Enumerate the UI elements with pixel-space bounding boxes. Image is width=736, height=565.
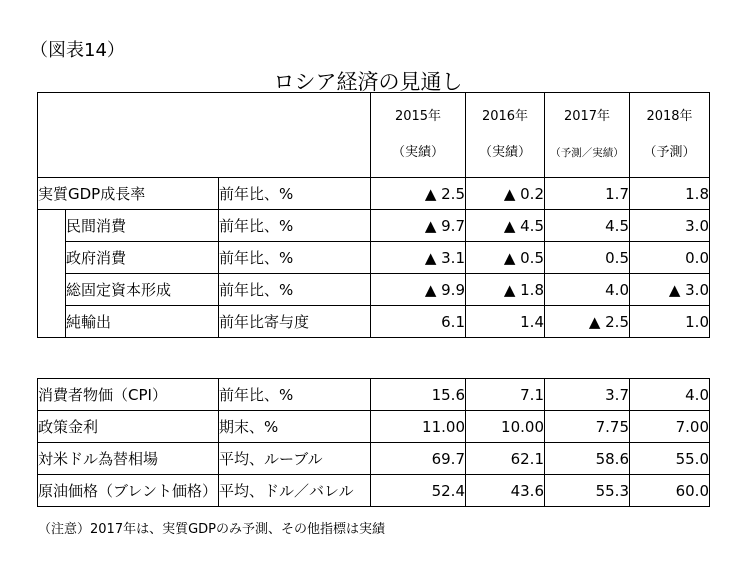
- year-status: （予測／実績）: [550, 147, 624, 159]
- table-row-usd-exchange-rate: [38, 443, 710, 475]
- header-2018: [630, 93, 710, 178]
- row-unit: 前年比寄与度: [219, 306, 371, 338]
- row-unit: 前年比、%: [219, 242, 371, 274]
- value-2017: 55.3: [545, 475, 630, 507]
- header-2016: [466, 93, 545, 178]
- row-name: 対米ドル為替相場: [38, 443, 219, 475]
- value-2017: 0.5: [545, 242, 630, 274]
- table-row-private-consumption: [38, 210, 710, 242]
- table-row-policy-rate: [38, 411, 710, 443]
- value-2016: ▲ 1.8: [466, 274, 545, 306]
- table-row-cpi: [38, 379, 710, 411]
- value-2016: 62.1: [466, 443, 545, 475]
- value-2017: 58.6: [545, 443, 630, 475]
- row-unit: 前年比、%: [219, 210, 371, 242]
- value-2018: ▲ 3.0: [630, 274, 710, 306]
- value-2018: 4.0: [630, 379, 710, 411]
- value-2015: 52.4: [371, 475, 466, 507]
- row-name: 純輸出: [66, 306, 219, 338]
- value-2018: 0.0: [630, 242, 710, 274]
- value-2016: ▲ 4.5: [466, 210, 545, 242]
- row-unit: 前年比、%: [219, 178, 371, 210]
- header-2017: [545, 93, 630, 178]
- header-row: [38, 93, 710, 178]
- row-name: 民間消費: [66, 210, 219, 242]
- row-unit: 平均、ドル／バレル: [219, 475, 371, 507]
- row-name: 総固定資本形成: [66, 274, 219, 306]
- header-blank-cell: [38, 93, 371, 178]
- table-title: ロシア経済の見通し: [273, 70, 463, 94]
- row-name: 政府消費: [66, 242, 219, 274]
- value-2017: 4.0: [545, 274, 630, 306]
- table-row-oil-price: [38, 475, 710, 507]
- row-name: 実質GDP成長率: [38, 178, 219, 210]
- row-unit: 平均、ルーブル: [219, 443, 371, 475]
- value-2016: ▲ 0.2: [466, 178, 545, 210]
- value-2015: ▲ 3.1: [371, 242, 466, 274]
- row-unit: 期末、%: [219, 411, 371, 443]
- value-2017: 1.7: [545, 178, 630, 210]
- footnote: （注意）2017年は、実質GDPのみ予測、その他指標は実績: [38, 522, 386, 537]
- row-name: 政策金利: [38, 411, 219, 443]
- row-unit: 前年比、%: [219, 379, 371, 411]
- table-row-fixed-capital: [38, 274, 710, 306]
- value-2017: 7.75: [545, 411, 630, 443]
- year-label: 2018年: [646, 109, 693, 124]
- table-spacer: [38, 338, 710, 379]
- year-status: （実績）: [478, 145, 531, 160]
- value-2018: 7.00: [630, 411, 710, 443]
- year-label: 2017年: [563, 109, 611, 124]
- economic-outlook-table: [37, 92, 710, 507]
- row-name: 原油価格（ブレント価格）: [38, 475, 219, 507]
- header-2015: [371, 93, 466, 178]
- year-label: 2016年: [481, 109, 529, 124]
- value-2018: 1.0: [630, 306, 710, 338]
- value-2018: 1.8: [630, 178, 710, 210]
- row-name: 消費者物価（CPI）: [38, 379, 219, 411]
- value-2016: ▲ 0.5: [466, 242, 545, 274]
- value-2015: ▲ 9.9: [371, 274, 466, 306]
- value-2015: 11.00: [371, 411, 466, 443]
- row-unit: 前年比、%: [219, 274, 371, 306]
- indent-cell: [38, 210, 66, 338]
- table-row-government-consumption: [38, 242, 710, 274]
- table-row-gdp: [38, 178, 710, 210]
- year-status: （実績）: [391, 145, 444, 160]
- year-label: 2015年: [394, 109, 442, 124]
- figure-label: （図表14）: [30, 40, 125, 61]
- table-row-net-exports: [38, 306, 710, 338]
- value-2017: 4.5: [545, 210, 630, 242]
- value-2015: ▲ 2.5: [371, 178, 466, 210]
- value-2016: 10.00: [466, 411, 545, 443]
- value-2015: 6.1: [371, 306, 466, 338]
- value-2015: ▲ 9.7: [371, 210, 466, 242]
- value-2015: 15.6: [371, 379, 466, 411]
- value-2018: 55.0: [630, 443, 710, 475]
- value-2018: 60.0: [630, 475, 710, 507]
- year-status: （予測）: [643, 145, 696, 160]
- value-2018: 3.0: [630, 210, 710, 242]
- spacer-cell: [38, 338, 710, 379]
- value-2015: 69.7: [371, 443, 466, 475]
- value-2017: 3.7: [545, 379, 630, 411]
- value-2016: 1.4: [466, 306, 545, 338]
- value-2016: 7.1: [466, 379, 545, 411]
- value-2016: 43.6: [466, 475, 545, 507]
- value-2017: ▲ 2.5: [545, 306, 630, 338]
